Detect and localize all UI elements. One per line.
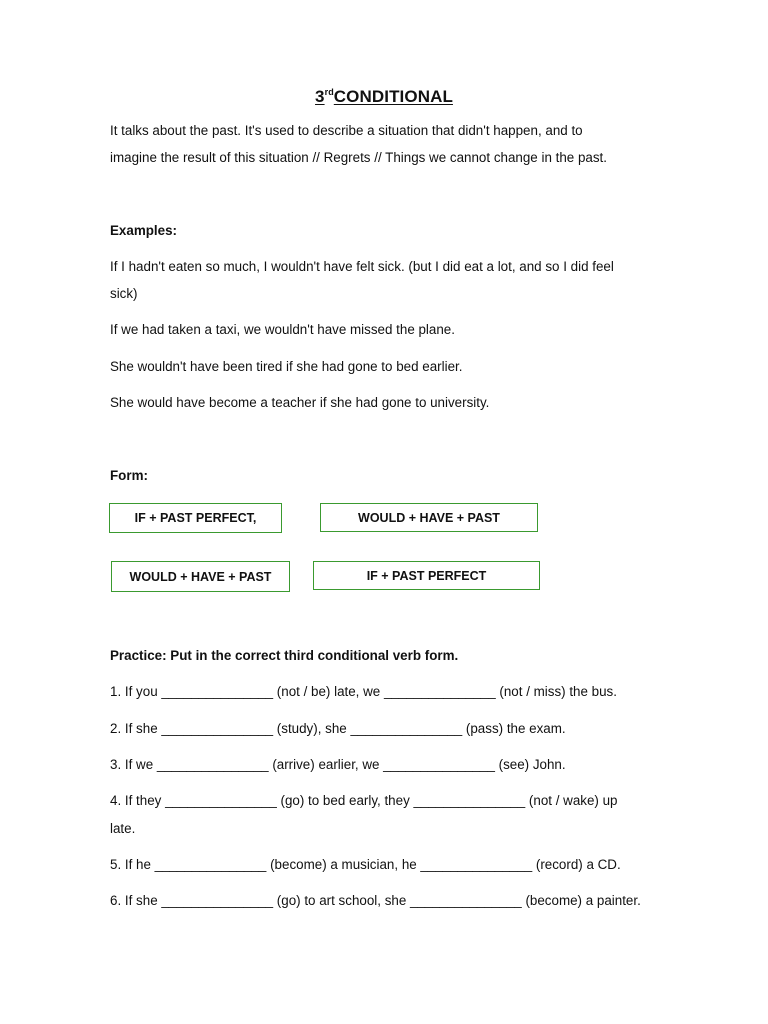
practice-item-2: 2. If she _______________ (study), she _______________ (pass) the exam.: [110, 721, 566, 736]
practice-item-6: 6. If she _______________ (go) to art school, she _______________ (become) a painter.: [110, 893, 641, 908]
form-box-if-past-perfect-1: IF + PAST PERFECT,: [109, 503, 282, 533]
practice-item-4: 4. If they _______________ (go) to bed early, they _______________ (not / wake) up: [110, 793, 618, 808]
practice-item-4-cont: late.: [110, 821, 136, 836]
example-line-4: She wouldn't have been tired if she had gone to bed earlier.: [110, 359, 463, 374]
practice-item-1: 1. If you _______________ (not / be) late, we _______________ (not / miss) the bus.: [110, 684, 617, 699]
form-box-if-past-perfect-2: IF + PAST PERFECT: [313, 561, 540, 590]
examples-heading: Examples:: [110, 223, 177, 238]
intro-line-2: imagine the result of this situation // Regrets // Things we cannot change in the past.: [110, 150, 607, 165]
form-box-would-have-past-2: WOULD + HAVE + PAST: [111, 561, 290, 592]
practice-heading: Practice: Put in the correct third conditional verb form.: [110, 648, 459, 663]
intro-line-1: It talks about the past. It's used to describe a situation that didn't happen, and to: [110, 123, 583, 138]
example-line-2: sick): [110, 286, 138, 301]
practice-item-5: 5. If he _______________ (become) a musician, he _______________ (record) a CD.: [110, 857, 621, 872]
title-superscript: rd: [324, 87, 334, 97]
title-number: 3: [315, 87, 325, 106]
form-heading: Form:: [110, 468, 148, 483]
example-line-3: If we had taken a taxi, we wouldn't have missed the plane.: [110, 322, 455, 337]
example-line-5: She would have become a teacher if she had gone to university.: [110, 395, 490, 410]
form-box-would-have-past-1: WOULD + HAVE + PAST: [320, 503, 538, 532]
example-line-1: If I hadn't eaten so much, I wouldn't have felt sick. (but I did eat a lot, and so I did feel: [110, 259, 614, 274]
page-title: [0, 87, 768, 107]
practice-item-3: 3. If we _______________ (arrive) earlier, we _______________ (see) John.: [110, 757, 566, 772]
title-text: CONDITIONAL: [333, 87, 453, 106]
